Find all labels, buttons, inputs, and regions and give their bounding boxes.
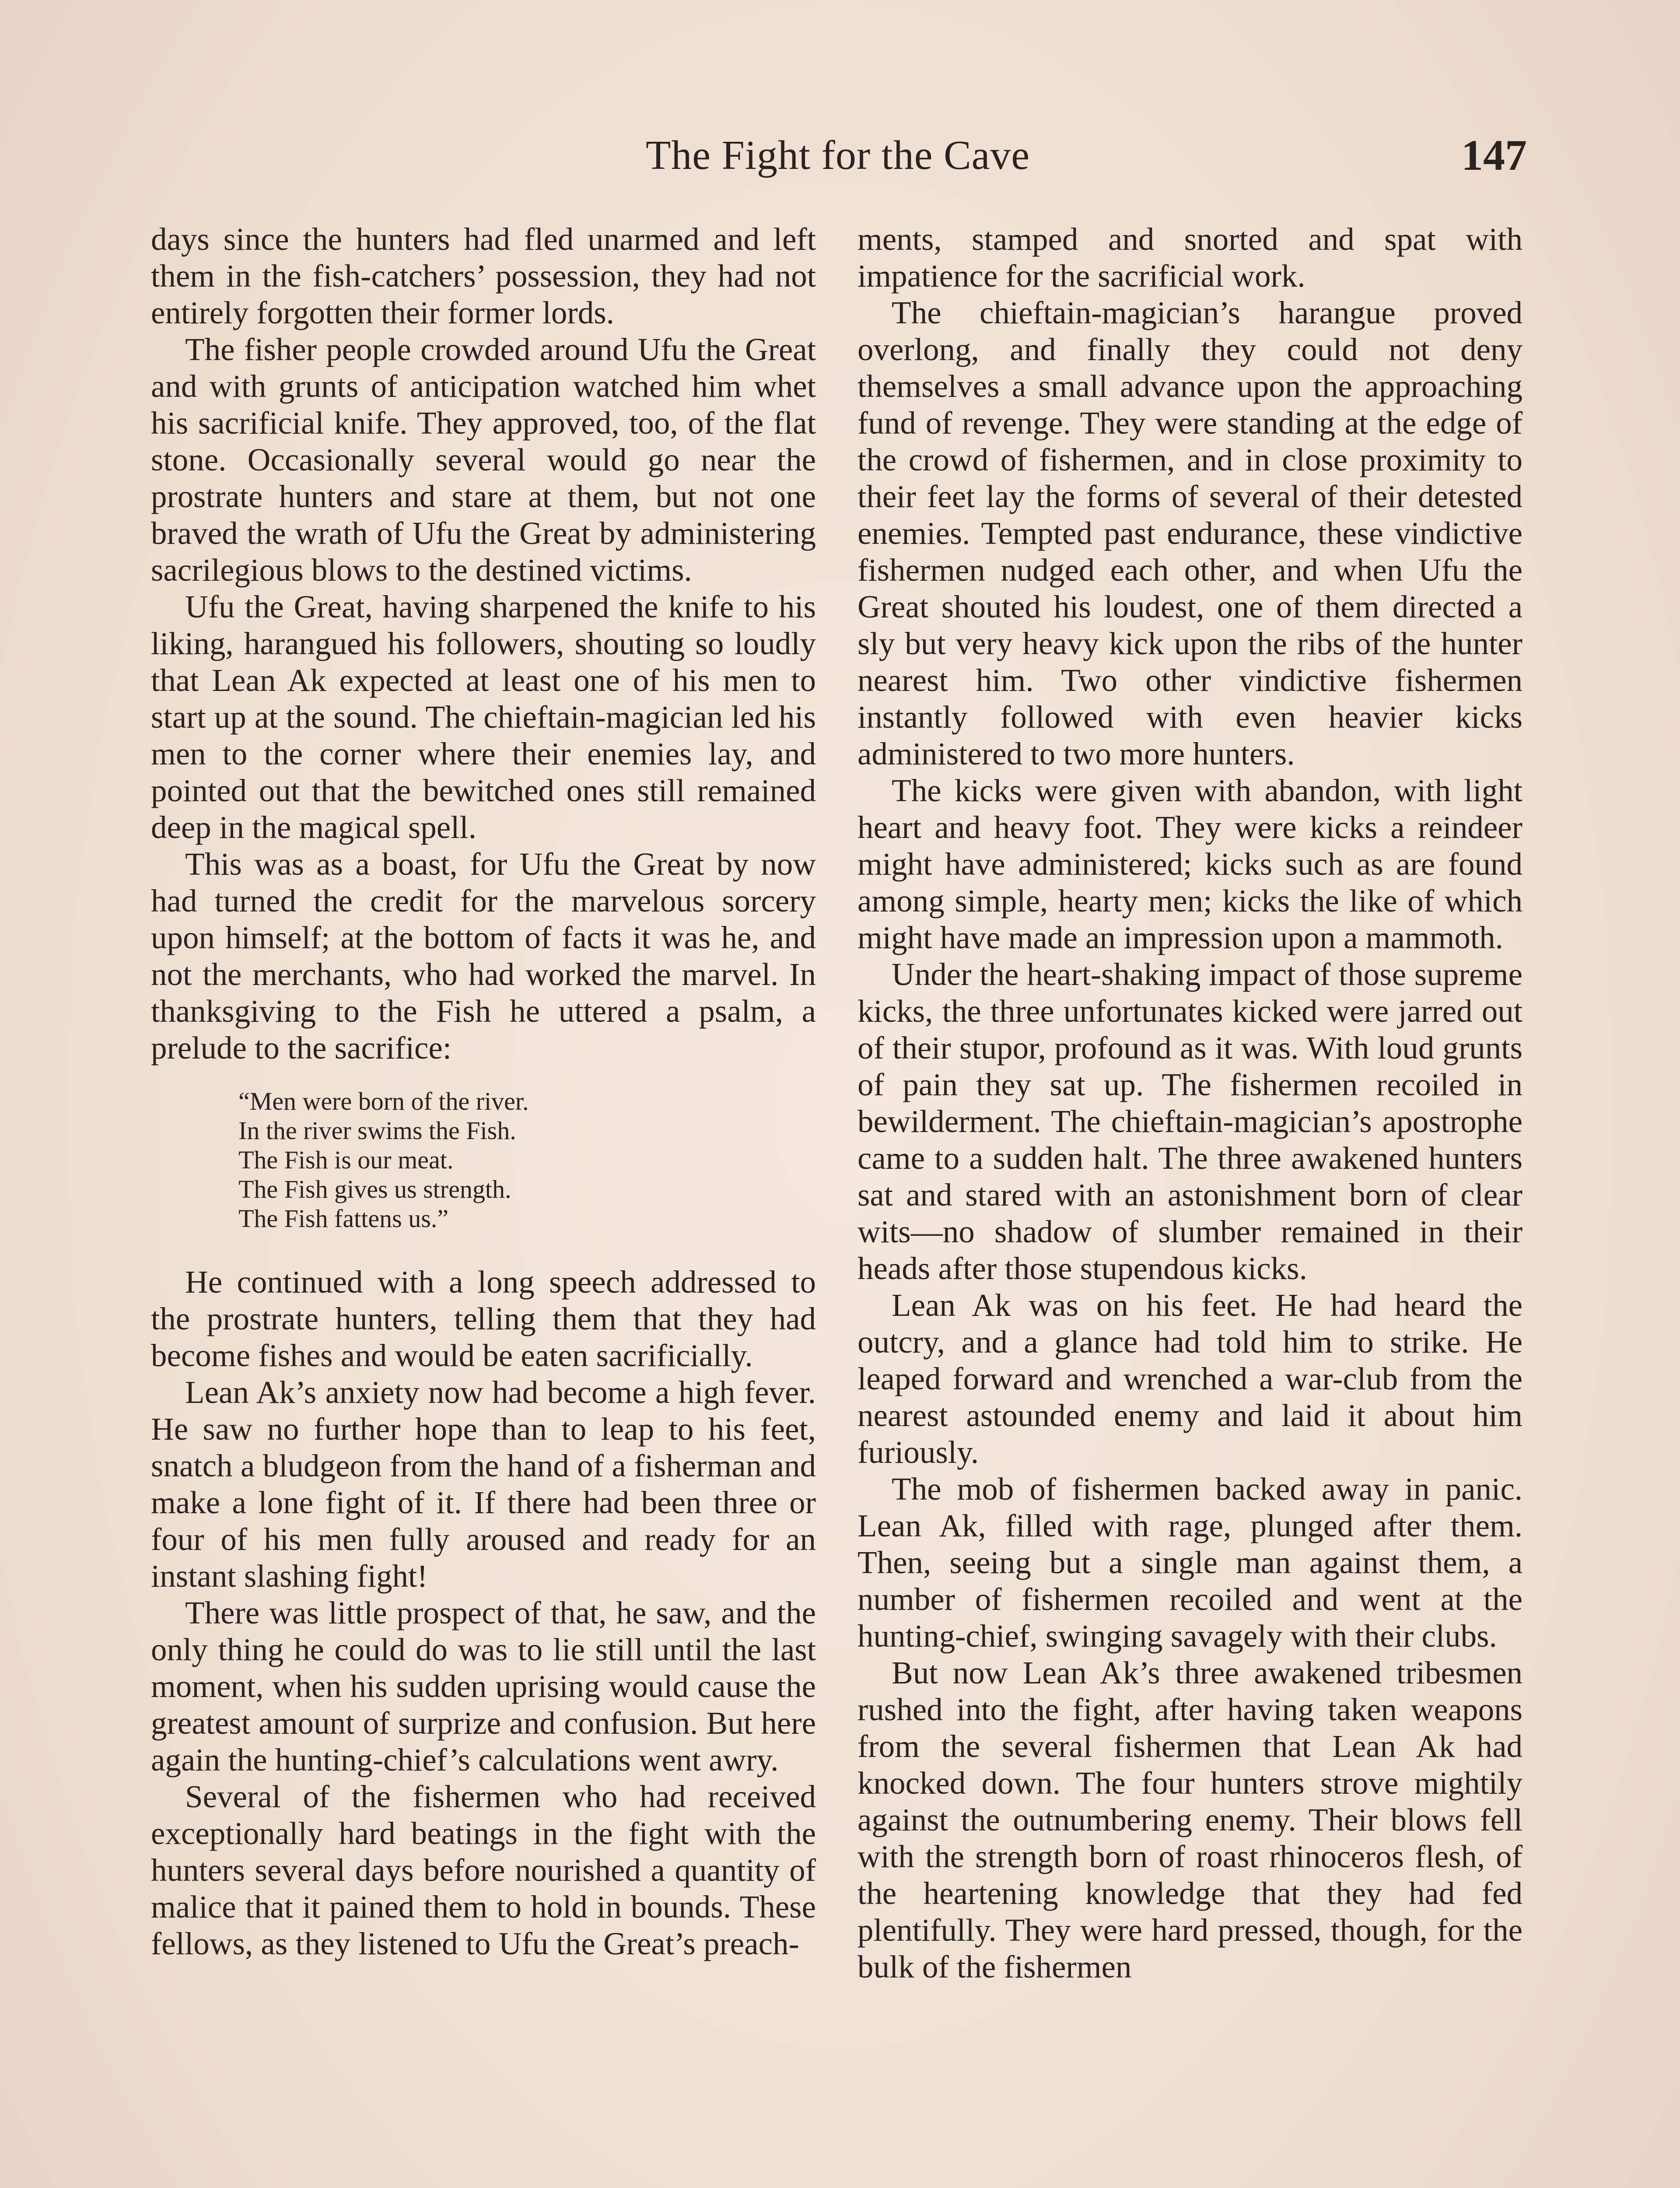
right-paragraph-1: ments, stamped and snorted and spat with impatience for the sacrificial work.	[858, 221, 1522, 294]
running-title: The Fight for the Cave	[645, 133, 1030, 178]
verse-line: “Men were born of the river.	[238, 1087, 529, 1115]
right-paragraph-3: The kicks were given with abandon, with light heart and heavy foot. They were kicks a reindeer might have administered; kicks such as are found among simple, hearty men; kicks the like of which might have made an impression upon a mammoth.	[858, 773, 1522, 955]
left-paragraph-2: The fisher people crowded around Ufu the Great and with grunts of anticipation watched him whet his sacrificial knife. They approved, too, of the flat stone. Occasionally several would go near the prostrate hunters and stare at them, but not one braved the wrath of Ufu the Great by administering sacrilegious blows to the destined victims.	[151, 332, 816, 588]
left-paragraph-1: days since the hunters had fled unarmed and left them in the fish-catchers’ possession, they had not entirely forgotten their former lords.	[151, 221, 816, 330]
right-column	[858, 221, 1522, 1985]
page-number: 147	[1461, 131, 1527, 179]
left-paragraph-8: Several of the fishermen who had received exceptionally hard beatings in the fight with the hunters several days before nourished a quantity of malice that it pained them to hold in bounds. These fellows, as they listened to Ufu the Great’s preach-	[151, 1779, 816, 1961]
verse-line: In the river swims the Fish.	[238, 1116, 516, 1145]
left-paragraph-6: Lean Ak’s anxiety now had become a high fever. He saw no further hope than to leap to his feet, snatch a bludgeon from the hand of a fisherman and make a lone fight of it. If there had been three or four of his men fully aroused and ready for an instant slashing fight!	[151, 1375, 816, 1594]
left-paragraph-4: This was as a boast, for Ufu the Great by now had turned the credit for the marvelous sorcery upon himself; at the bottom of facts it was he, and not the merchants, who had worked the marvel. In thanksgiving to the Fish he uttered a psalm, a prelude to the sacrifice:	[151, 846, 816, 1066]
psalm-verse	[238, 1087, 816, 1233]
right-paragraph-2: The chieftain-magician’s harangue proved overlong, and finally they could not deny themselves a small advance upon the approaching fund of revenge. They were standing at the edge of the crowd of fishermen, and in close proximity to their feet lay the forms of several of their detested enemies. Tempted past endurance, these vindictive fishermen nudged each other, and when Ufu the Great shouted his loudest, one of them directed a sly but very heavy kick upon the ribs of the hunter nearest him. Two other vindictive fishermen instantly followed with even heavier kicks administered to two more hunters.	[858, 295, 1522, 771]
left-paragraph-7: There was little prospect of that, he saw, and the only thing he could do was to lie still until the last moment, when his sudden uprising would cause the greatest amount of surprize and confusion. But here again the hunting-chief’s calculations went awry.	[151, 1595, 816, 1778]
left-paragraph-5: He continued with a long speech addressed to the prostrate hunters, telling them that they had become fishes and would be eaten sacrificially.	[151, 1264, 816, 1373]
verse-line: The Fish fattens us.”	[238, 1204, 449, 1233]
right-paragraph-5: Lean Ak was on his feet. He had heard the outcry, and a glance had told him to strike. He leaped forward and wrenched a war-club from the nearest astounded enemy and laid it about him furiously.	[858, 1287, 1522, 1470]
verse-line: The Fish gives us strength.	[238, 1175, 511, 1203]
right-paragraph-6: The mob of fishermen backed away in panic. Lean Ak, filled with rage, plunged after them. Then, seeing but a single man against them, a number of fishermen recoiled and went at the hunting-chief, swinging savagely with their clubs.	[858, 1471, 1522, 1654]
left-column	[151, 221, 816, 1962]
verse-line: The Fish is our meat.	[238, 1146, 454, 1174]
left-paragraph-3: Ufu the Great, having sharpened the knife to his liking, harangued his followers, shouting so loudly that Lean Ak expected at least one of his men to start up at the sound. The chieftain-magician led his men to the corner where their enemies lay, and pointed out that the bewitched ones still remained deep in the magical spell.	[151, 589, 816, 845]
right-paragraph-4: Under the heart-shaking impact of those supreme kicks, the three unfortunates kicked were jarred out of their stupor, profound as it was. With loud grunts of pain they sat up. The fishermen recoiled in bewilderment. The chieftain-magician’s apostrophe came to a sudden halt. The three awakened hunters sat and stared with an astonishment born of clear wits—no shadow of slumber remained in their heads after those stupendous kicks.	[858, 957, 1522, 1286]
right-paragraph-7: But now Lean Ak’s three awakened tribesmen rushed into the fight, after having taken weapons from the several fishermen that Lean Ak had knocked down. The four hunters strove mightily against the outnumbering enemy. Their blows fell with the strength born of roast rhinoceros flesh, of the heartening knowledge that they had fed plentifully. They were hard pressed, though, for the bulk of the fishermen	[858, 1655, 1522, 1985]
running-header	[149, 129, 1527, 190]
